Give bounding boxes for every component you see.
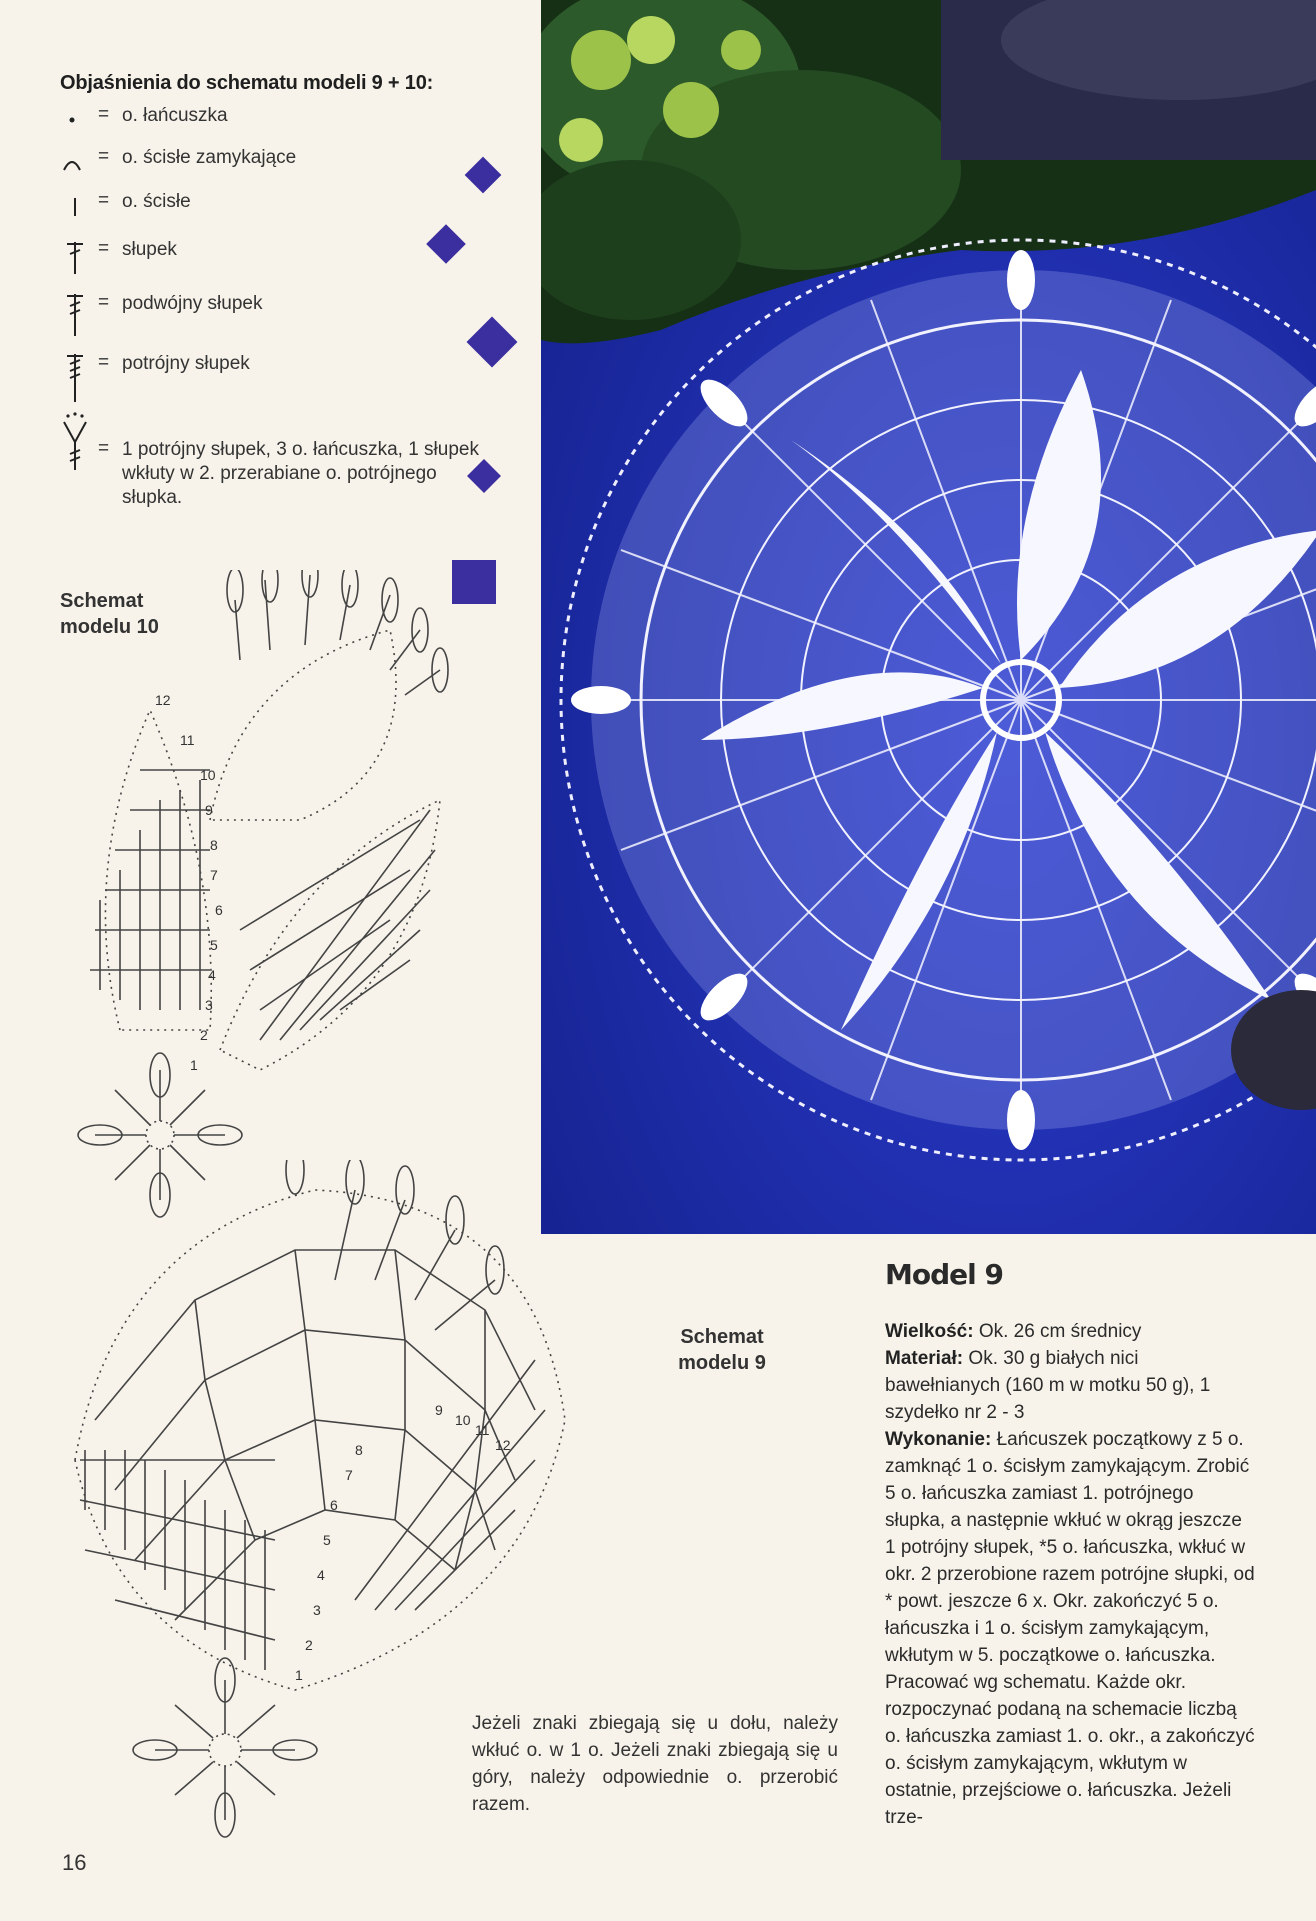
double-crochet-icon [60,238,90,278]
round-number: 10 [200,767,216,783]
slip-stitch-arc-icon [60,146,90,176]
round-number: 6 [330,1497,338,1513]
round-number: 3 [313,1602,321,1618]
round-number: 1 [190,1057,198,1073]
round-number: 7 [345,1467,353,1483]
legend-text: słupek [122,239,177,260]
work-label: Wykonanie: [885,1429,992,1450]
doily-photo [541,0,1316,1234]
round-number: 2 [200,1027,208,1043]
model-title: Model 9 [885,1258,1003,1291]
material-label: Materiał: [885,1348,964,1369]
chain-dot-icon [60,104,90,134]
size-value: Ok. 26 cm średnicy [978,1321,1142,1342]
legend-eq: = [98,352,110,373]
cluster-y-icon [60,412,90,472]
round-number: 11 [475,1422,490,1438]
round-number: 2 [305,1637,313,1653]
round-number: 10 [455,1412,471,1428]
round-number: 3 [205,997,213,1013]
round-number: 9 [435,1402,443,1418]
caption-line: modelu 9 [678,1352,766,1374]
round-number: 11 [180,732,195,748]
legend-title: Objaśnienia do schematu modeli 9 + 10: [60,72,434,94]
legend-text: o. łańcuszka [122,105,228,126]
round-number: 5 [323,1532,331,1548]
work-value: Łańcuszek początkowy z 5 o. zamknąć 1 o. ścisłym zamykającym. Zrobić 5 o. łańcuszka zamiast 1. potrójnego słupka, a następnie wkłuć w okrąg jeszcze 1 potrójny słupek, *5 o. łańcuszka, wkłuć w okr. 2 przerobione razem potrójne słupki, od * powt. jeszcze 6 x. Okr. zakończyć 5 o. łańcuszka i 1 o. ścisłym zamykającym, wkłutym w 5. początkowe o. łańcuszka. Pracować wg schematu. Każde okr. rozpoczynać podaną na schemacie liczbą o. łańcuszka zamiast 1. o. okr., a zakończyć o. ścisłym zamykającym, wkłutym w ostatnie, przejściowe o. łańcuszka. Jeżeli trze- [885,1429,1255,1828]
model-description [885,1318,1255,1831]
legend-eq: = [98,238,110,259]
legend-eq: = [98,438,110,459]
round-number: 5 [210,937,218,953]
model-size [885,1318,1255,1345]
round-number: 1 [295,1667,303,1683]
round-number: 8 [355,1442,363,1458]
round-number: 8 [210,837,218,853]
diagram9-caption [672,1324,772,1376]
model-material [885,1345,1255,1426]
legend-eq: = [98,146,110,167]
legend-text: o. ścisłe [122,191,191,212]
legend-eq: = [98,190,110,211]
note-text: Jeżeli znaki zbiegają się u dołu, należy wkłuć o. w 1 o. Jeżeli znaki zbiegają się u góry, należy odpowiednie o. przerobić razem. [472,1713,838,1815]
legend [60,72,490,95]
caption-line: Schemat [60,590,144,612]
round-number: 4 [208,967,216,983]
page-number: 16 [62,1850,87,1875]
size-label: Wielkość: [885,1321,974,1342]
triple-treble-icon [60,352,90,404]
round-number: 4 [317,1567,325,1583]
doily-photo-art [541,0,1316,1234]
double-treble-icon [60,292,90,338]
single-crochet-bar-icon [60,190,90,220]
legend-text: o. ścisłe zamykające [122,147,297,168]
diagram-model-10 [60,570,480,1220]
material-value: Ok. 30 g białych nici bawełnianych (160 m w motku 50 g), 1 szydełko nr 2 - 3 [885,1348,1211,1423]
round-number: 12 [495,1437,511,1453]
round-number: 6 [215,902,223,918]
model-work [885,1426,1255,1831]
round-number: 12 [155,692,171,708]
legend-eq: = [98,104,110,125]
legend-text: podwójny słupek [122,293,263,314]
round-number: 9 [205,802,213,818]
legend-text: 1 potrójny słupek, 3 o. łańcuszka, 1 słupek wkłuty w 2. przerabiane o. potrójnego słupka. [122,439,479,508]
legend-eq: = [98,292,110,313]
round-number: 7 [210,867,218,883]
caption-line: Schemat [680,1326,764,1348]
caption-line: modelu 10 [60,616,159,638]
legend-text: potrójny słupek [122,353,250,374]
